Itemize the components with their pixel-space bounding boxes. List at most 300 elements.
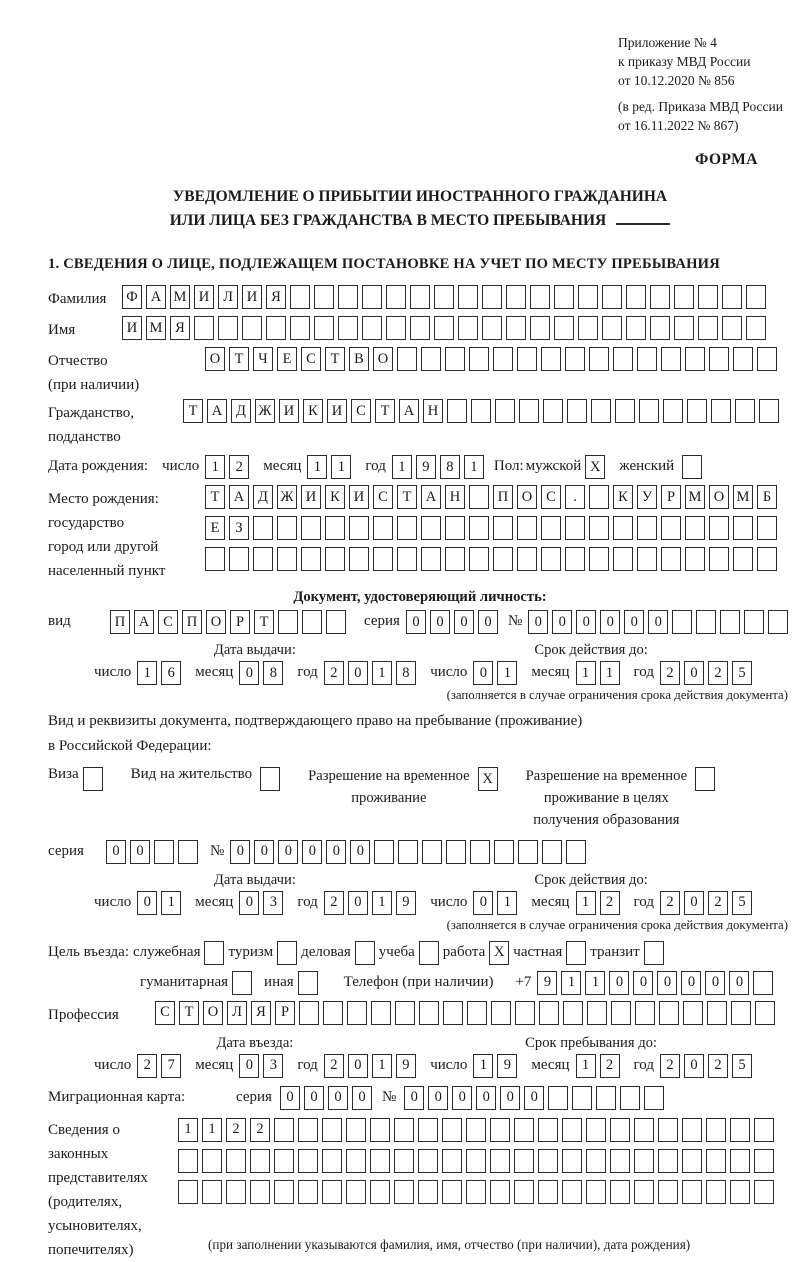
char-box[interactable] xyxy=(434,316,454,340)
char-box[interactable] xyxy=(466,1118,486,1142)
char-box[interactable] xyxy=(446,840,466,864)
char-box[interactable] xyxy=(490,1118,510,1142)
char-box[interactable]: 1 xyxy=(473,1054,493,1078)
char-box[interactable] xyxy=(362,285,382,309)
char-box[interactable]: 0 xyxy=(473,891,493,915)
char-box[interactable]: С xyxy=(301,347,321,371)
char-box[interactable] xyxy=(696,610,716,634)
char-box[interactable] xyxy=(250,1149,270,1173)
char-box[interactable] xyxy=(637,547,657,571)
char-box[interactable] xyxy=(543,399,563,423)
char-box[interactable] xyxy=(470,840,490,864)
char-box[interactable]: 0 xyxy=(230,840,250,864)
char-box[interactable]: 1 xyxy=(205,455,225,479)
char-box[interactable]: 0 xyxy=(278,840,298,864)
char-box[interactable] xyxy=(565,516,585,540)
char-box[interactable] xyxy=(397,516,417,540)
char-box[interactable] xyxy=(466,1149,486,1173)
char-box[interactable] xyxy=(445,547,465,571)
char-box[interactable]: 3 xyxy=(263,891,283,915)
char-box[interactable] xyxy=(506,285,526,309)
purpose-business-trip-checkbox[interactable] xyxy=(204,941,224,965)
char-box[interactable]: Т xyxy=(397,485,417,509)
purpose-work-checkbox[interactable]: X xyxy=(489,941,509,965)
char-box[interactable] xyxy=(298,1180,318,1204)
char-box[interactable] xyxy=(394,1180,414,1204)
char-box[interactable] xyxy=(178,1180,198,1204)
char-box[interactable] xyxy=(685,516,705,540)
char-box[interactable]: Т xyxy=(375,399,395,423)
char-box[interactable] xyxy=(650,316,670,340)
char-box[interactable] xyxy=(322,1180,342,1204)
char-box[interactable]: М xyxy=(146,316,166,340)
char-box[interactable]: 1 xyxy=(372,1054,392,1078)
char-box[interactable] xyxy=(373,516,393,540)
char-box[interactable]: П xyxy=(110,610,130,634)
char-box[interactable]: А xyxy=(421,485,441,509)
char-box[interactable] xyxy=(370,1118,390,1142)
char-box[interactable] xyxy=(754,1180,774,1204)
char-box[interactable]: Т xyxy=(179,1001,199,1025)
char-box[interactable] xyxy=(490,1180,510,1204)
char-box[interactable] xyxy=(757,347,777,371)
char-box[interactable] xyxy=(394,1149,414,1173)
char-box[interactable] xyxy=(325,516,345,540)
char-box[interactable] xyxy=(541,347,561,371)
char-box[interactable] xyxy=(683,1001,703,1025)
char-box[interactable] xyxy=(469,485,489,509)
char-box[interactable] xyxy=(338,316,358,340)
char-box[interactable] xyxy=(323,1001,343,1025)
char-box[interactable] xyxy=(731,1001,751,1025)
char-box[interactable] xyxy=(663,399,683,423)
char-box[interactable] xyxy=(410,316,430,340)
char-box[interactable] xyxy=(418,1118,438,1142)
char-box[interactable] xyxy=(615,399,635,423)
purpose-tourism-checkbox[interactable] xyxy=(277,941,297,965)
char-box[interactable]: 8 xyxy=(440,455,460,479)
char-box[interactable]: 0 xyxy=(500,1086,520,1110)
char-box[interactable] xyxy=(410,285,430,309)
char-box[interactable] xyxy=(541,516,561,540)
char-box[interactable]: И xyxy=(122,316,142,340)
char-box[interactable]: О xyxy=(203,1001,223,1025)
char-box[interactable] xyxy=(346,1180,366,1204)
char-box[interactable] xyxy=(445,516,465,540)
char-box[interactable] xyxy=(548,1086,568,1110)
char-box[interactable]: 0 xyxy=(130,840,150,864)
purpose-study-checkbox[interactable] xyxy=(419,941,439,965)
char-box[interactable] xyxy=(589,347,609,371)
char-box[interactable] xyxy=(682,1149,702,1173)
char-box[interactable]: 0 xyxy=(705,971,725,995)
char-box[interactable] xyxy=(722,285,742,309)
char-box[interactable] xyxy=(746,285,766,309)
char-box[interactable]: Ч xyxy=(253,347,273,371)
char-box[interactable]: С xyxy=(158,610,178,634)
char-box[interactable]: 2 xyxy=(324,661,344,685)
char-box[interactable] xyxy=(338,285,358,309)
char-box[interactable]: 9 xyxy=(416,455,436,479)
char-box[interactable]: 2 xyxy=(660,1054,680,1078)
char-box[interactable] xyxy=(754,1118,774,1142)
char-box[interactable]: 1 xyxy=(464,455,484,479)
char-box[interactable]: К xyxy=(613,485,633,509)
char-box[interactable] xyxy=(637,347,657,371)
char-box[interactable] xyxy=(610,1180,630,1204)
char-box[interactable] xyxy=(442,1180,462,1204)
char-box[interactable] xyxy=(298,1149,318,1173)
char-box[interactable] xyxy=(755,1001,775,1025)
char-box[interactable]: У xyxy=(637,485,657,509)
char-box[interactable] xyxy=(506,316,526,340)
char-box[interactable]: 0 xyxy=(576,610,596,634)
char-box[interactable]: 1 xyxy=(497,661,517,685)
char-box[interactable] xyxy=(302,610,322,634)
char-box[interactable] xyxy=(613,547,633,571)
char-box[interactable]: О xyxy=(205,347,225,371)
char-box[interactable] xyxy=(754,1149,774,1173)
temp-residence-checkbox[interactable]: X xyxy=(478,767,498,791)
char-box[interactable] xyxy=(374,840,394,864)
char-box[interactable]: 0 xyxy=(302,840,322,864)
char-box[interactable] xyxy=(421,516,441,540)
char-box[interactable] xyxy=(349,516,369,540)
char-box[interactable] xyxy=(661,547,681,571)
char-box[interactable]: Я xyxy=(266,285,286,309)
char-box[interactable] xyxy=(445,347,465,371)
char-box[interactable] xyxy=(467,1001,487,1025)
char-box[interactable] xyxy=(362,316,382,340)
char-box[interactable] xyxy=(314,316,334,340)
char-box[interactable] xyxy=(744,610,764,634)
char-box[interactable]: Т xyxy=(254,610,274,634)
char-box[interactable] xyxy=(757,547,777,571)
char-box[interactable] xyxy=(434,285,454,309)
char-box[interactable] xyxy=(538,1180,558,1204)
char-box[interactable] xyxy=(514,1149,534,1173)
char-box[interactable]: Ф xyxy=(122,285,142,309)
char-box[interactable] xyxy=(250,1180,270,1204)
char-box[interactable]: Л xyxy=(227,1001,247,1025)
char-box[interactable] xyxy=(397,547,417,571)
char-box[interactable] xyxy=(202,1149,222,1173)
char-box[interactable] xyxy=(589,485,609,509)
char-box[interactable] xyxy=(290,316,310,340)
char-box[interactable] xyxy=(395,1001,415,1025)
char-box[interactable]: 1 xyxy=(372,891,392,915)
char-box[interactable] xyxy=(634,1180,654,1204)
char-box[interactable]: 1 xyxy=(576,891,596,915)
char-box[interactable] xyxy=(421,547,441,571)
char-box[interactable] xyxy=(685,547,705,571)
char-box[interactable] xyxy=(442,1118,462,1142)
char-box[interactable] xyxy=(322,1149,342,1173)
char-box[interactable]: 1 xyxy=(497,891,517,915)
char-box[interactable] xyxy=(349,547,369,571)
char-box[interactable]: 0 xyxy=(328,1086,348,1110)
char-box[interactable] xyxy=(539,1001,559,1025)
char-box[interactable] xyxy=(421,347,441,371)
char-box[interactable] xyxy=(458,285,478,309)
char-box[interactable] xyxy=(301,516,321,540)
char-box[interactable] xyxy=(482,316,502,340)
char-box[interactable]: 0 xyxy=(454,610,474,634)
char-box[interactable]: О xyxy=(206,610,226,634)
char-box[interactable]: 1 xyxy=(202,1118,222,1142)
char-box[interactable] xyxy=(659,1001,679,1025)
char-box[interactable]: 0 xyxy=(524,1086,544,1110)
char-box[interactable]: Е xyxy=(205,516,225,540)
char-box[interactable] xyxy=(226,1149,246,1173)
char-box[interactable]: И xyxy=(349,485,369,509)
temp-residence-education-checkbox[interactable] xyxy=(695,767,715,791)
residence-permit-checkbox[interactable] xyxy=(260,767,280,791)
char-box[interactable] xyxy=(458,316,478,340)
char-box[interactable]: 0 xyxy=(552,610,572,634)
char-box[interactable]: И xyxy=(301,485,321,509)
visa-checkbox[interactable] xyxy=(83,767,103,791)
char-box[interactable]: 0 xyxy=(681,971,701,995)
char-box[interactable]: О xyxy=(517,485,537,509)
char-box[interactable] xyxy=(682,1180,702,1204)
char-box[interactable] xyxy=(611,1001,631,1025)
char-box[interactable]: 0 xyxy=(600,610,620,634)
char-box[interactable]: К xyxy=(325,485,345,509)
char-box[interactable]: Т xyxy=(205,485,225,509)
char-box[interactable] xyxy=(370,1149,390,1173)
char-box[interactable] xyxy=(346,1118,366,1142)
char-box[interactable] xyxy=(519,399,539,423)
char-box[interactable] xyxy=(566,840,586,864)
char-box[interactable]: . xyxy=(565,485,585,509)
char-box[interactable]: 0 xyxy=(729,971,749,995)
char-box[interactable]: 0 xyxy=(348,891,368,915)
char-box[interactable] xyxy=(278,610,298,634)
char-box[interactable] xyxy=(253,547,273,571)
char-box[interactable]: С xyxy=(373,485,393,509)
char-box[interactable]: 0 xyxy=(633,971,653,995)
char-box[interactable]: А xyxy=(207,399,227,423)
char-box[interactable] xyxy=(634,1118,654,1142)
char-box[interactable] xyxy=(674,316,694,340)
char-box[interactable]: 0 xyxy=(239,661,259,685)
char-box[interactable]: О xyxy=(709,485,729,509)
char-box[interactable]: К xyxy=(303,399,323,423)
char-box[interactable]: 1 xyxy=(600,661,620,685)
char-box[interactable] xyxy=(469,516,489,540)
char-box[interactable] xyxy=(471,399,491,423)
char-box[interactable]: 1 xyxy=(576,661,596,685)
char-box[interactable] xyxy=(720,610,740,634)
char-box[interactable]: 0 xyxy=(452,1086,472,1110)
purpose-business-checkbox[interactable] xyxy=(355,941,375,965)
char-box[interactable]: 0 xyxy=(609,971,629,995)
char-box[interactable]: А xyxy=(146,285,166,309)
char-box[interactable] xyxy=(586,1118,606,1142)
char-box[interactable] xyxy=(373,547,393,571)
char-box[interactable] xyxy=(650,285,670,309)
char-box[interactable]: 0 xyxy=(406,610,426,634)
char-box[interactable]: Т xyxy=(183,399,203,423)
char-box[interactable]: 1 xyxy=(161,891,181,915)
char-box[interactable] xyxy=(490,1149,510,1173)
char-box[interactable] xyxy=(301,547,321,571)
char-box[interactable]: 0 xyxy=(430,610,450,634)
char-box[interactable] xyxy=(658,1180,678,1204)
char-box[interactable] xyxy=(274,1149,294,1173)
char-box[interactable] xyxy=(277,547,297,571)
char-box[interactable] xyxy=(322,1118,342,1142)
char-box[interactable] xyxy=(277,516,297,540)
char-box[interactable] xyxy=(253,516,273,540)
char-box[interactable] xyxy=(517,516,537,540)
char-box[interactable]: Д xyxy=(253,485,273,509)
char-box[interactable]: 0 xyxy=(624,610,644,634)
char-box[interactable] xyxy=(602,285,622,309)
char-box[interactable]: 2 xyxy=(324,891,344,915)
char-box[interactable]: Д xyxy=(231,399,251,423)
char-box[interactable] xyxy=(635,1001,655,1025)
char-box[interactable]: 9 xyxy=(396,891,416,915)
char-box[interactable] xyxy=(554,316,574,340)
char-box[interactable]: З xyxy=(229,516,249,540)
char-box[interactable]: 2 xyxy=(226,1118,246,1142)
char-box[interactable] xyxy=(596,1086,616,1110)
char-box[interactable]: 0 xyxy=(684,661,704,685)
char-box[interactable]: 5 xyxy=(732,661,752,685)
char-box[interactable]: 0 xyxy=(528,610,548,634)
char-box[interactable] xyxy=(620,1086,640,1110)
char-box[interactable] xyxy=(514,1118,534,1142)
char-box[interactable] xyxy=(290,285,310,309)
char-box[interactable]: 1 xyxy=(585,971,605,995)
char-box[interactable]: 2 xyxy=(600,1054,620,1078)
char-box[interactable]: 7 xyxy=(161,1054,181,1078)
char-box[interactable] xyxy=(626,285,646,309)
char-box[interactable] xyxy=(658,1149,678,1173)
char-box[interactable]: 5 xyxy=(732,1054,752,1078)
char-box[interactable] xyxy=(397,347,417,371)
char-box[interactable] xyxy=(394,1118,414,1142)
char-box[interactable]: 2 xyxy=(660,661,680,685)
char-box[interactable] xyxy=(515,1001,535,1025)
char-box[interactable] xyxy=(194,316,214,340)
char-box[interactable] xyxy=(626,316,646,340)
char-box[interactable] xyxy=(602,316,622,340)
char-box[interactable] xyxy=(218,316,238,340)
char-box[interactable]: 0 xyxy=(473,661,493,685)
char-box[interactable] xyxy=(530,285,550,309)
char-box[interactable] xyxy=(578,316,598,340)
char-box[interactable]: С xyxy=(541,485,561,509)
char-box[interactable]: 0 xyxy=(404,1086,424,1110)
char-box[interactable]: Ж xyxy=(277,485,297,509)
char-box[interactable]: Я xyxy=(170,316,190,340)
char-box[interactable] xyxy=(709,516,729,540)
char-box[interactable] xyxy=(733,347,753,371)
char-box[interactable] xyxy=(495,399,515,423)
char-box[interactable]: Т xyxy=(325,347,345,371)
char-box[interactable] xyxy=(347,1001,367,1025)
char-box[interactable] xyxy=(613,347,633,371)
char-box[interactable] xyxy=(733,547,753,571)
char-box[interactable] xyxy=(707,1001,727,1025)
char-box[interactable]: А xyxy=(134,610,154,634)
char-box[interactable]: 0 xyxy=(348,661,368,685)
char-box[interactable] xyxy=(613,516,633,540)
char-box[interactable]: 2 xyxy=(137,1054,157,1078)
char-box[interactable] xyxy=(418,1180,438,1204)
char-box[interactable]: П xyxy=(182,610,202,634)
char-box[interactable] xyxy=(493,547,513,571)
char-box[interactable] xyxy=(154,840,174,864)
char-box[interactable]: М xyxy=(685,485,705,509)
char-box[interactable]: И xyxy=(194,285,214,309)
char-box[interactable] xyxy=(371,1001,391,1025)
char-box[interactable]: 1 xyxy=(392,455,412,479)
char-box[interactable]: Т xyxy=(229,347,249,371)
char-box[interactable]: 8 xyxy=(396,661,416,685)
char-box[interactable]: Ж xyxy=(255,399,275,423)
char-box[interactable]: 1 xyxy=(576,1054,596,1078)
char-box[interactable]: 0 xyxy=(304,1086,324,1110)
char-box[interactable]: 0 xyxy=(352,1086,372,1110)
char-box[interactable]: 0 xyxy=(350,840,370,864)
male-checkbox[interactable]: X xyxy=(585,455,605,479)
char-box[interactable] xyxy=(386,285,406,309)
char-box[interactable]: 2 xyxy=(660,891,680,915)
char-box[interactable] xyxy=(398,840,418,864)
char-box[interactable] xyxy=(563,1001,583,1025)
char-box[interactable] xyxy=(314,285,334,309)
char-box[interactable] xyxy=(226,1180,246,1204)
char-box[interactable]: 0 xyxy=(428,1086,448,1110)
char-box[interactable]: 0 xyxy=(326,840,346,864)
char-box[interactable] xyxy=(722,316,742,340)
char-box[interactable] xyxy=(541,547,561,571)
char-box[interactable] xyxy=(274,1180,294,1204)
char-box[interactable] xyxy=(706,1149,726,1173)
char-box[interactable] xyxy=(730,1180,750,1204)
char-box[interactable] xyxy=(768,610,788,634)
char-box[interactable]: 1 xyxy=(307,455,327,479)
char-box[interactable] xyxy=(299,1001,319,1025)
char-box[interactable] xyxy=(482,285,502,309)
char-box[interactable]: 1 xyxy=(561,971,581,995)
char-box[interactable] xyxy=(266,316,286,340)
char-box[interactable] xyxy=(518,840,538,864)
char-box[interactable]: В xyxy=(349,347,369,371)
char-box[interactable]: 2 xyxy=(708,1054,728,1078)
char-box[interactable] xyxy=(589,516,609,540)
char-box[interactable] xyxy=(706,1118,726,1142)
char-box[interactable] xyxy=(674,285,694,309)
char-box[interactable]: 0 xyxy=(478,610,498,634)
char-box[interactable] xyxy=(202,1180,222,1204)
char-box[interactable]: 0 xyxy=(254,840,274,864)
char-box[interactable] xyxy=(634,1149,654,1173)
char-box[interactable]: 0 xyxy=(239,1054,259,1078)
char-box[interactable] xyxy=(565,347,585,371)
char-box[interactable] xyxy=(542,840,562,864)
char-box[interactable] xyxy=(178,840,198,864)
char-box[interactable]: Н xyxy=(445,485,465,509)
char-box[interactable] xyxy=(753,971,773,995)
char-box[interactable] xyxy=(562,1149,582,1173)
char-box[interactable]: 5 xyxy=(732,891,752,915)
char-box[interactable]: 0 xyxy=(684,1054,704,1078)
